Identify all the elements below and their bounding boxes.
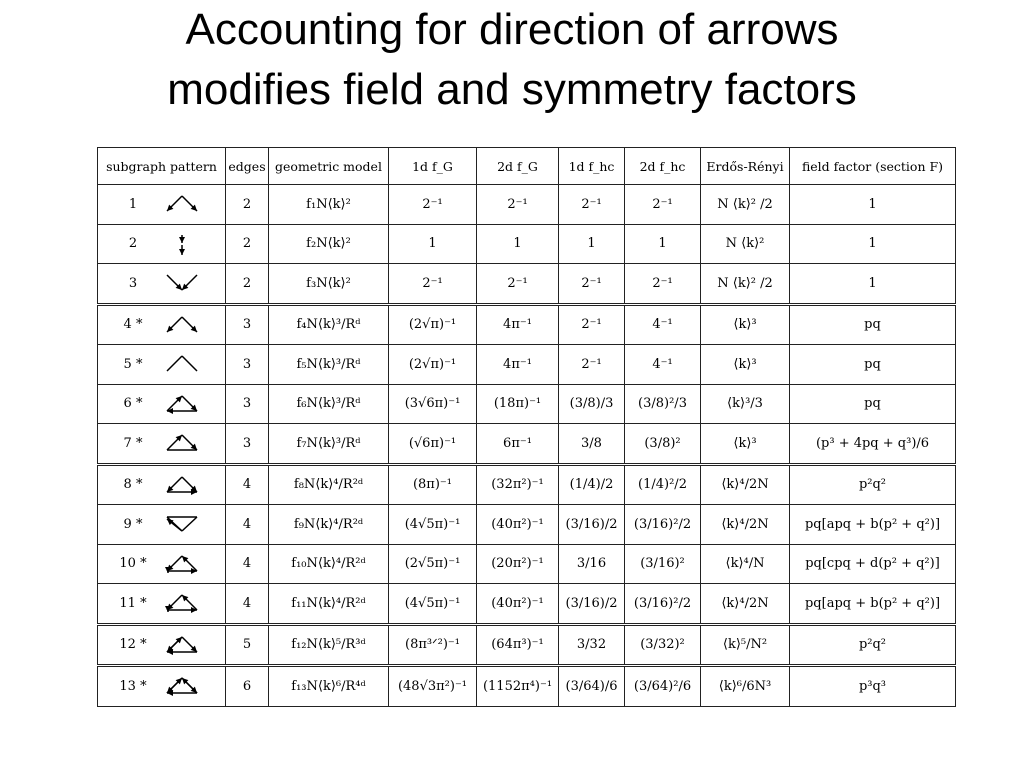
table-row bbox=[98, 624, 956, 666]
fhc-2d-cell: (3/8)² bbox=[625, 424, 701, 465]
triangle-open-icon bbox=[162, 477, 202, 492]
table-row bbox=[98, 224, 956, 264]
subgraph-pattern-cell bbox=[98, 584, 226, 625]
fhc-2d-cell: 4⁻¹ bbox=[625, 345, 701, 385]
subgraph-pattern-cell bbox=[98, 264, 226, 305]
geometric-model-cell: f₅N⟨k⟩³/Rᵈ bbox=[269, 345, 389, 385]
fhc-1d-cell: 3/32 bbox=[559, 624, 625, 666]
field-factor-cell: pq bbox=[790, 384, 956, 424]
fhc-1d-cell: (1/4)/2 bbox=[559, 464, 625, 505]
subgraph-number: 3 bbox=[128, 275, 138, 291]
edges-cell: 4 bbox=[226, 584, 269, 625]
erdos-renyi-cell: N ⟨k⟩² bbox=[701, 224, 790, 264]
v-diverging-icon bbox=[162, 197, 202, 212]
subgraph-number: 9 * bbox=[123, 516, 143, 532]
field-factor-cell: 1 bbox=[790, 264, 956, 305]
edges-cell: 3 bbox=[226, 384, 269, 424]
erdos-renyi-cell: ⟨k⟩³ bbox=[701, 424, 790, 465]
field-factor-cell: pq bbox=[790, 345, 956, 385]
triangle-ff-icon bbox=[162, 436, 202, 451]
column-header: subgraph pattern bbox=[98, 148, 226, 185]
table-row bbox=[98, 304, 956, 345]
erdos-renyi-cell: ⟨k⟩⁴/2N bbox=[701, 505, 790, 545]
v-open-icon bbox=[162, 357, 202, 372]
subgraph-pattern-cell bbox=[98, 304, 226, 345]
subgraph-number: 4 * bbox=[123, 317, 143, 333]
field-factor-cell: pq[cpq + d(p² + q²)] bbox=[790, 544, 956, 584]
fg-1d-cell: 2⁻¹ bbox=[389, 264, 477, 305]
subgraph-pattern-cell bbox=[98, 224, 226, 264]
erdos-renyi-cell: ⟨k⟩³ bbox=[701, 304, 790, 345]
fhc-1d-cell: 2⁻¹ bbox=[559, 185, 625, 225]
field-factor-cell: (p³ + 4pq + q³)/6 bbox=[790, 424, 956, 465]
column-header: edges bbox=[226, 148, 269, 185]
fg-2d-cell: 6π⁻¹ bbox=[477, 424, 559, 465]
geometric-model-cell: f₁₂N⟨k⟩⁵/R³ᵈ bbox=[269, 624, 389, 666]
fg-2d-cell: (40π²)⁻¹ bbox=[477, 584, 559, 625]
title-line-1: Accounting for direction of arrows bbox=[185, 5, 839, 54]
column-header: 1d f_G bbox=[389, 148, 477, 185]
fhc-1d-cell: (3/16)/2 bbox=[559, 584, 625, 625]
fg-2d-cell: 2⁻¹ bbox=[477, 185, 559, 225]
fg-2d-cell: (40π²)⁻¹ bbox=[477, 505, 559, 545]
column-header: 1d f_hc bbox=[559, 148, 625, 185]
geometric-model-cell: f₄N⟨k⟩³/Rᵈ bbox=[269, 304, 389, 345]
motif-table-container bbox=[97, 147, 955, 707]
fg-1d-cell: (8π³ᐟ²)⁻¹ bbox=[389, 624, 477, 666]
subgraph-pattern-cell bbox=[98, 345, 226, 385]
fg-2d-cell: (18π)⁻¹ bbox=[477, 384, 559, 424]
column-header: field factor (section F) bbox=[790, 148, 956, 185]
fhc-1d-cell: (3/16)/2 bbox=[559, 505, 625, 545]
fg-1d-cell: (2√π)⁻¹ bbox=[389, 304, 477, 345]
fhc-2d-cell: (3/16)²/2 bbox=[625, 584, 701, 625]
erdos-renyi-cell: N ⟨k⟩² /2 bbox=[701, 185, 790, 225]
triangle-five-icon bbox=[162, 637, 202, 652]
fg-1d-cell: (4√5π)⁻¹ bbox=[389, 584, 477, 625]
erdos-renyi-cell: ⟨k⟩⁴/2N bbox=[701, 464, 790, 505]
edges-cell: 3 bbox=[226, 304, 269, 345]
triangle-cycle-icon bbox=[162, 396, 202, 411]
geometric-model-cell: f₉N⟨k⟩⁴/R²ᵈ bbox=[269, 505, 389, 545]
fg-1d-cell: (4√5π)⁻¹ bbox=[389, 505, 477, 545]
slide-title bbox=[0, 0, 1024, 120]
fg-1d-cell: (2√5π)⁻¹ bbox=[389, 544, 477, 584]
subgraph-pattern-cell bbox=[98, 424, 226, 465]
edges-cell: 4 bbox=[226, 464, 269, 505]
subgraph-number: 5 * bbox=[123, 356, 143, 372]
fg-1d-cell: (√6π)⁻¹ bbox=[389, 424, 477, 465]
subgraph-number: 7 * bbox=[123, 435, 143, 451]
subgraph-number: 8 * bbox=[123, 477, 143, 493]
field-factor-cell: 1 bbox=[790, 224, 956, 264]
fhc-2d-cell: (3/32)² bbox=[625, 624, 701, 666]
motif-table bbox=[97, 147, 956, 707]
table-row bbox=[98, 505, 956, 545]
fhc-2d-cell: (3/64)²/6 bbox=[625, 666, 701, 707]
triangle-double-icon bbox=[162, 556, 202, 571]
edges-cell: 2 bbox=[226, 224, 269, 264]
erdos-renyi-cell: N ⟨k⟩² /2 bbox=[701, 264, 790, 305]
edges-cell: 3 bbox=[226, 345, 269, 385]
fhc-1d-cell: (3/8)/3 bbox=[559, 384, 625, 424]
fg-1d-cell: (8π)⁻¹ bbox=[389, 464, 477, 505]
column-header: geometric model bbox=[269, 148, 389, 185]
field-factor-cell: 1 bbox=[790, 185, 956, 225]
edges-cell: 2 bbox=[226, 185, 269, 225]
column-header: 2d f_hc bbox=[625, 148, 701, 185]
triangle-six-icon bbox=[162, 679, 202, 694]
v-diverging-icon bbox=[162, 317, 202, 332]
subgraph-number: 12 * bbox=[119, 637, 147, 653]
edges-cell: 4 bbox=[226, 544, 269, 584]
edges-cell: 4 bbox=[226, 505, 269, 545]
fhc-1d-cell: 3/8 bbox=[559, 424, 625, 465]
erdos-renyi-cell: ⟨k⟩⁵/N² bbox=[701, 624, 790, 666]
erdos-renyi-cell: ⟨k⟩³/3 bbox=[701, 384, 790, 424]
subgraph-number: 6 * bbox=[123, 396, 143, 412]
field-factor-cell: pq bbox=[790, 304, 956, 345]
subgraph-number: 11 * bbox=[119, 595, 147, 611]
subgraph-pattern-cell bbox=[98, 505, 226, 545]
geometric-model-cell: f₂N⟨k⟩² bbox=[269, 224, 389, 264]
fhc-2d-cell: 2⁻¹ bbox=[625, 264, 701, 305]
subgraph-pattern-cell bbox=[98, 464, 226, 505]
geometric-model-cell: f₈N⟨k⟩⁴/R²ᵈ bbox=[269, 464, 389, 505]
table-row bbox=[98, 264, 956, 305]
table-row bbox=[98, 345, 956, 385]
subgraph-pattern-cell bbox=[98, 666, 226, 707]
fhc-2d-cell: (3/8)²/3 bbox=[625, 384, 701, 424]
geometric-model-cell: f₆N⟨k⟩³/Rᵈ bbox=[269, 384, 389, 424]
fhc-2d-cell: (3/16)²/2 bbox=[625, 505, 701, 545]
fhc-1d-cell: 2⁻¹ bbox=[559, 264, 625, 305]
edges-cell: 3 bbox=[226, 424, 269, 465]
fhc-1d-cell: 3/16 bbox=[559, 544, 625, 584]
fhc-2d-cell: (3/16)² bbox=[625, 544, 701, 584]
fhc-1d-cell: 1 bbox=[559, 224, 625, 264]
fhc-2d-cell: 2⁻¹ bbox=[625, 185, 701, 225]
fhc-2d-cell: 1 bbox=[625, 224, 701, 264]
fg-1d-cell: (3√6π)⁻¹ bbox=[389, 384, 477, 424]
geometric-model-cell: f₃N⟨k⟩² bbox=[269, 264, 389, 305]
field-factor-cell: p²q² bbox=[790, 624, 956, 666]
subgraph-pattern-cell bbox=[98, 544, 226, 584]
fg-2d-cell: (64π³)⁻¹ bbox=[477, 624, 559, 666]
fhc-1d-cell: 2⁻¹ bbox=[559, 304, 625, 345]
fhc-2d-cell: (1/4)²/2 bbox=[625, 464, 701, 505]
subgraph-pattern-cell bbox=[98, 624, 226, 666]
table-row bbox=[98, 384, 956, 424]
table-row bbox=[98, 464, 956, 505]
field-factor-cell: p²q² bbox=[790, 464, 956, 505]
table-row bbox=[98, 666, 956, 707]
table-row bbox=[98, 185, 956, 225]
subgraph-number: 13 * bbox=[119, 678, 147, 694]
geometric-model-cell: f₁₀N⟨k⟩⁴/R²ᵈ bbox=[269, 544, 389, 584]
edges-cell: 5 bbox=[226, 624, 269, 666]
fhc-1d-cell: 2⁻¹ bbox=[559, 345, 625, 385]
field-factor-cell: pq[apq + b(p² + q²)] bbox=[790, 584, 956, 625]
erdos-renyi-cell: ⟨k⟩⁴/2N bbox=[701, 584, 790, 625]
subgraph-pattern-cell bbox=[98, 384, 226, 424]
fhc-1d-cell: (3/64)/6 bbox=[559, 666, 625, 707]
fg-2d-cell: (32π²)⁻¹ bbox=[477, 464, 559, 505]
fg-2d-cell: (20π²)⁻¹ bbox=[477, 544, 559, 584]
table-row bbox=[98, 584, 956, 625]
fg-2d-cell: 1 bbox=[477, 224, 559, 264]
fg-2d-cell: 4π⁻¹ bbox=[477, 304, 559, 345]
fg-1d-cell: 2⁻¹ bbox=[389, 185, 477, 225]
edges-cell: 6 bbox=[226, 666, 269, 707]
table-header-row bbox=[98, 148, 956, 185]
subgraph-pattern-cell bbox=[98, 185, 226, 225]
field-factor-cell: p³q³ bbox=[790, 666, 956, 707]
column-header: 2d f_G bbox=[477, 148, 559, 185]
erdos-renyi-cell: ⟨k⟩⁶/6N³ bbox=[701, 666, 790, 707]
fg-1d-cell: (48√3π²)⁻¹ bbox=[389, 666, 477, 707]
subgraph-number: 1 bbox=[128, 196, 138, 212]
table-body bbox=[98, 185, 956, 707]
fg-2d-cell: (1152π⁴)⁻¹ bbox=[477, 666, 559, 707]
subgraph-number: 2 bbox=[128, 236, 138, 252]
subgraph-number: 10 * bbox=[119, 556, 147, 572]
fhc-2d-cell: 4⁻¹ bbox=[625, 304, 701, 345]
table-row bbox=[98, 424, 956, 465]
fg-2d-cell: 2⁻¹ bbox=[477, 264, 559, 305]
fg-2d-cell: 4π⁻¹ bbox=[477, 345, 559, 385]
field-factor-cell: pq[apq + b(p² + q²)] bbox=[790, 505, 956, 545]
geometric-model-cell: f₁₁N⟨k⟩⁴/R²ᵈ bbox=[269, 584, 389, 625]
erdos-renyi-cell: ⟨k⟩³ bbox=[701, 345, 790, 385]
title-line-2: modifies field and symmetry factors bbox=[167, 65, 857, 114]
diamond-icon bbox=[162, 517, 202, 532]
fg-1d-cell: 1 bbox=[389, 224, 477, 264]
geometric-model-cell: f₇N⟨k⟩³/Rᵈ bbox=[269, 424, 389, 465]
fg-1d-cell: (2√π)⁻¹ bbox=[389, 345, 477, 385]
vertical-chain-icon bbox=[162, 236, 202, 251]
erdos-renyi-cell: ⟨k⟩⁴/N bbox=[701, 544, 790, 584]
triangle-double-icon bbox=[162, 596, 202, 611]
geometric-model-cell: f₁N⟨k⟩² bbox=[269, 185, 389, 225]
table-row bbox=[98, 544, 956, 584]
edges-cell: 2 bbox=[226, 264, 269, 305]
geometric-model-cell: f₁₃N⟨k⟩⁶/R⁴ᵈ bbox=[269, 666, 389, 707]
v-converging-icon bbox=[162, 276, 202, 291]
column-header: Erdős-Rényi bbox=[701, 148, 790, 185]
